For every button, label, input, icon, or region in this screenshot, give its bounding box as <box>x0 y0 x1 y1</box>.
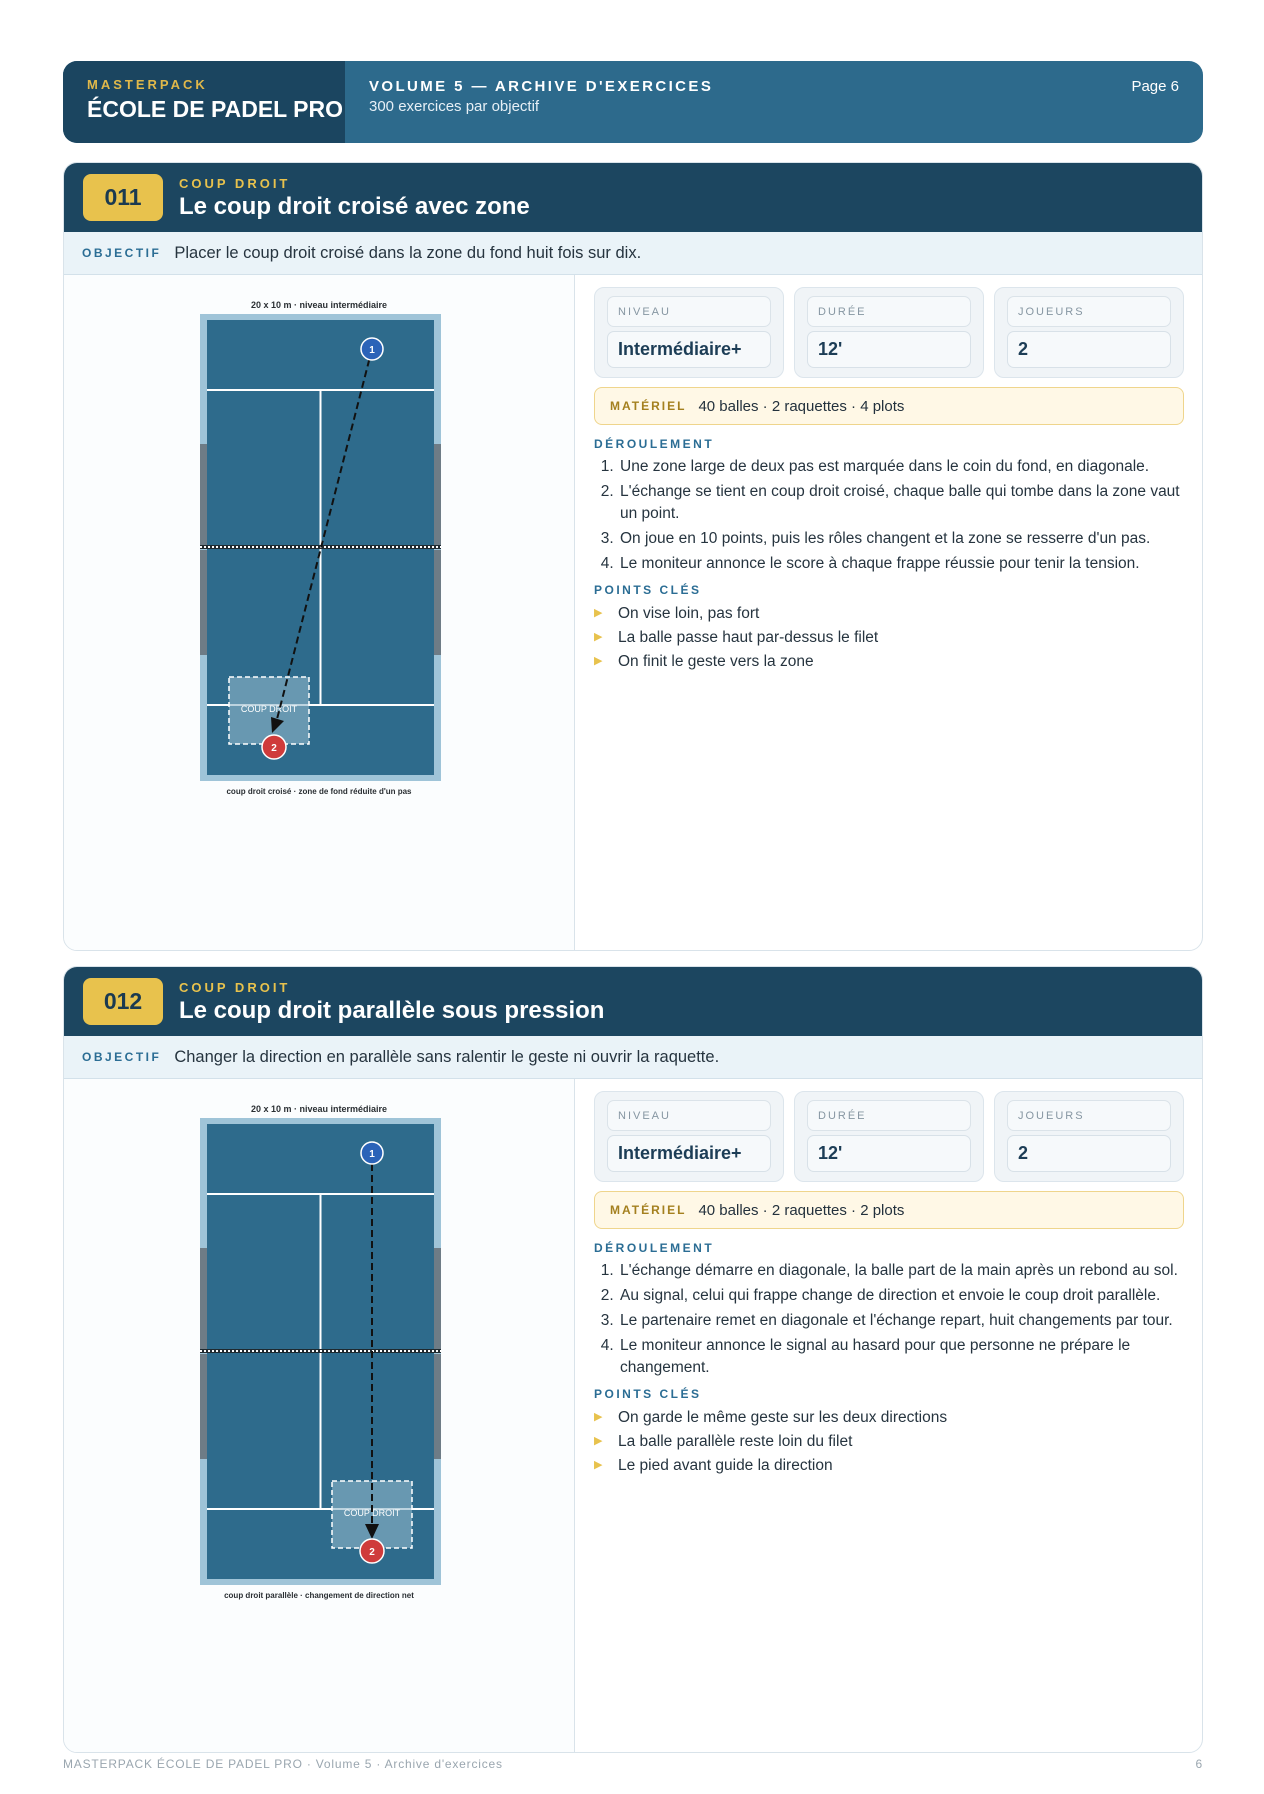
objective-text: Changer la direction en parallèle sans ralentir le geste ni ouvrir la raquette. <box>174 1047 720 1066</box>
stats-row <box>594 1091 1184 1182</box>
court-wall-dark <box>200 1354 207 1459</box>
stat-value: 12' <box>807 1135 971 1172</box>
header-volume-block <box>345 61 1131 143</box>
triangle-bullet-icon: ▶ <box>594 631 603 643</box>
stat-label: JOUEURS <box>1007 1100 1171 1131</box>
materiel-label: MATÉRIEL <box>610 399 687 413</box>
exercise-header <box>64 163 1202 232</box>
deroulement-title: DÉROULEMENT <box>594 437 715 451</box>
step-item: 1. Une zone large de deux pas est marquée dans le coin du fond, en diagonale. <box>618 456 1184 478</box>
court-wall-dark <box>200 1248 207 1353</box>
step-item: 4. Le moniteur annonce le signal au hasard pour que personne ne prépare le changement. <box>618 1335 1184 1379</box>
materiel-box <box>594 387 1184 425</box>
stat-joueurs <box>994 1091 1184 1182</box>
footer-page-number: 6 <box>1195 1757 1203 1771</box>
diagram-panel <box>64 1079 575 1752</box>
exercise-body <box>64 275 1202 950</box>
diagram-caption-bottom: coup droit croisé · zone de fond réduite d'un pas <box>226 787 412 796</box>
exercise-category: COUP DROIT <box>179 176 291 191</box>
exercise-card <box>63 966 1203 1753</box>
stat-duree <box>794 287 984 378</box>
court-wall-dark <box>200 550 207 655</box>
stat-label: NIVEAU <box>607 1100 771 1131</box>
details-panel <box>575 275 1202 950</box>
key-point <box>594 627 1184 648</box>
key-point-text: La balle passe haut par-dessus le filet <box>618 629 879 646</box>
target-zone-label: COUP DROIT <box>240 704 298 714</box>
player-2-label: 2 <box>369 1547 375 1558</box>
key-point <box>594 651 1184 672</box>
court-wall-dark <box>434 1354 441 1459</box>
deroulement-title: DÉROULEMENT <box>594 1241 715 1255</box>
stat-value: 2 <box>1007 1135 1171 1172</box>
objective-text: Placer le coup droit croisé dans la zone du fond huit fois sur dix. <box>174 243 642 262</box>
diagram-panel <box>64 275 575 950</box>
page-header <box>63 61 1203 143</box>
steps-list <box>618 456 1184 575</box>
player-1-label: 1 <box>369 345 375 356</box>
key-points-list <box>594 603 1184 672</box>
step-item: 2. Au signal, celui qui frappe change de direction et envoie le coup droit parallèle. <box>618 1285 1184 1307</box>
triangle-bullet-icon: ▶ <box>594 1459 603 1471</box>
key-point <box>594 1455 1184 1476</box>
key-point-text: La balle parallèle reste loin du filet <box>618 1433 853 1450</box>
footer-text: MASTERPACK ÉCOLE DE PADEL PRO · Volume 5 · Archive d'exercices <box>63 1757 503 1771</box>
exercise-number: 011 <box>83 174 163 221</box>
objective-label: OBJECTIF <box>82 1050 162 1064</box>
key-point <box>594 603 1184 624</box>
materiel-text: 40 balles · 2 raquettes · 2 plots <box>698 1201 905 1219</box>
exercise-number: 012 <box>83 978 163 1025</box>
step-item: 4. Le moniteur annonce le score à chaque frappe réussie pour tenir la tension. <box>618 553 1184 575</box>
key-point <box>594 1431 1184 1452</box>
materiel-text: 40 balles · 2 raquettes · 4 plots <box>698 397 905 415</box>
page-footer <box>63 1757 1203 1771</box>
stat-value: 12' <box>807 331 971 368</box>
points-title: POINTS CLÉS <box>594 583 702 597</box>
stat-value: Intermédiaire+ <box>607 1135 771 1172</box>
court-diagram <box>194 297 444 797</box>
stat-label: JOUEURS <box>1007 296 1171 327</box>
court-wall-dark <box>434 1248 441 1353</box>
stat-label: DURÉE <box>807 1100 971 1131</box>
stat-niveau <box>594 287 784 378</box>
triangle-bullet-icon: ▶ <box>594 1411 603 1423</box>
exercise-card <box>63 162 1203 951</box>
objective-label: OBJECTIF <box>82 246 162 260</box>
header-brand-block <box>63 61 345 143</box>
key-points-list <box>594 1407 1184 1476</box>
diagram-caption-bottom: coup droit parallèle · changement de direction net <box>224 1591 414 1600</box>
stat-niveau <box>594 1091 784 1182</box>
stat-value: Intermédiaire+ <box>607 331 771 368</box>
stats-row <box>594 287 1184 378</box>
exercise-category: COUP DROIT <box>179 980 291 995</box>
header-page-number: Page 6 <box>1131 78 1179 95</box>
key-point-text: On finit le geste vers la zone <box>618 653 814 670</box>
key-point <box>594 1407 1184 1428</box>
steps-list <box>618 1260 1184 1379</box>
diagram-caption-top: 20 x 10 m · niveau intermédiaire <box>250 300 388 310</box>
key-point-text: On garde le même geste sur les deux directions <box>618 1409 948 1426</box>
stat-label: NIVEAU <box>607 296 771 327</box>
header-volume: VOLUME 5 — ARCHIVE D'EXERCICES <box>369 78 714 95</box>
details-panel <box>575 1079 1202 1752</box>
player-1-label: 1 <box>369 1149 375 1160</box>
court-wall-dark <box>200 444 207 549</box>
target-zone-label: COUP DROIT <box>343 1508 401 1518</box>
points-title: POINTS CLÉS <box>594 1387 702 1401</box>
exercise-title: Le coup droit parallèle sous pression <box>179 997 605 1024</box>
triangle-bullet-icon: ▶ <box>594 655 603 667</box>
materiel-label: MATÉRIEL <box>610 1203 687 1217</box>
court-wall-dark <box>434 550 441 655</box>
stat-label: DURÉE <box>807 296 971 327</box>
step-item: 2. L'échange se tient en coup droit croisé, chaque balle qui tombe dans la zone vaut un point. <box>618 481 1184 525</box>
step-item: 1. L'échange démarre en diagonale, la balle part de la main après un rebond au sol. <box>618 1260 1184 1282</box>
stat-duree <box>794 1091 984 1182</box>
objective-bar <box>64 1036 1202 1079</box>
stat-joueurs <box>994 287 1184 378</box>
step-item: 3. On joue en 10 points, puis les rôles changent et la zone se resserre d'un pas. <box>618 528 1184 550</box>
court-wall-dark <box>434 444 441 549</box>
player-2-label: 2 <box>271 743 277 754</box>
key-point-text: Le pied avant guide la direction <box>618 1457 833 1474</box>
header-kicker: MASTERPACK <box>87 77 208 92</box>
objective-bar <box>64 232 1202 275</box>
step-item: 3. Le partenaire remet en diagonale et l'échange repart, huit changements par tour. <box>618 1310 1184 1332</box>
court-diagram <box>194 1101 444 1601</box>
stat-value: 2 <box>1007 331 1171 368</box>
exercise-title: Le coup droit croisé avec zone <box>179 193 530 220</box>
header-subtitle: 300 exercices par objectif <box>369 98 540 115</box>
exercise-body <box>64 1079 1202 1752</box>
triangle-bullet-icon: ▶ <box>594 607 603 619</box>
diagram-caption-top: 20 x 10 m · niveau intermédiaire <box>250 1104 388 1114</box>
exercise-header <box>64 967 1202 1036</box>
key-point-text: On vise loin, pas fort <box>618 605 760 622</box>
triangle-bullet-icon: ▶ <box>594 1435 603 1447</box>
materiel-box <box>594 1191 1184 1229</box>
header-brand: ÉCOLE DE PADEL PRO <box>87 96 344 122</box>
